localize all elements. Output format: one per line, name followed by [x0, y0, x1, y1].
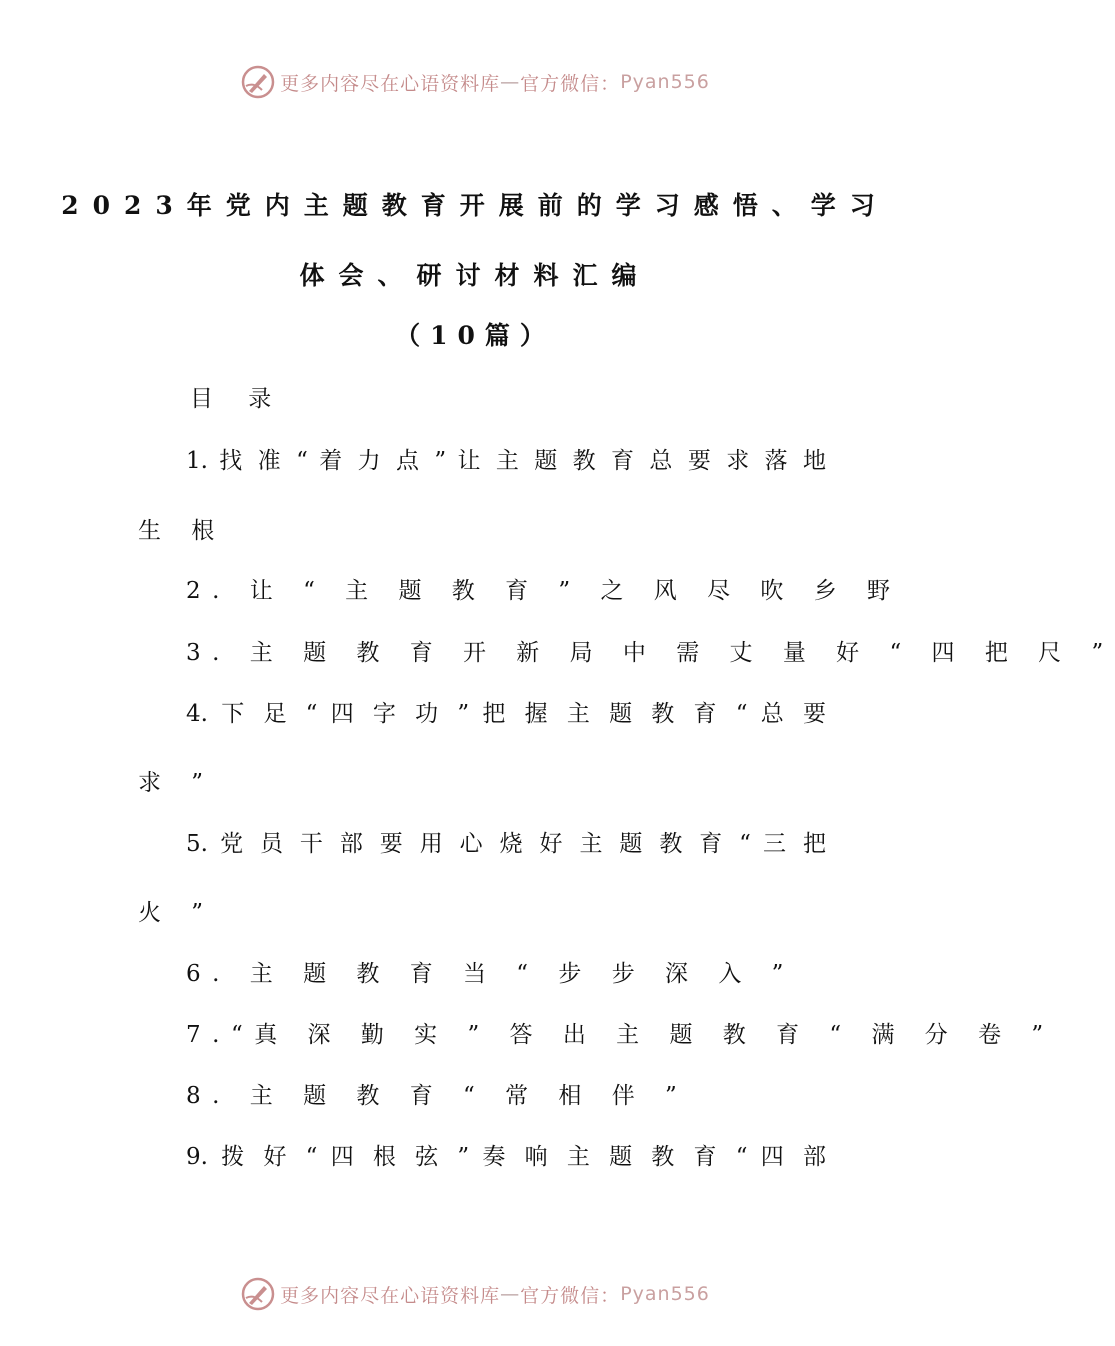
pen-nib-circle-icon [240, 1276, 276, 1312]
toc-heading: 目 录 [190, 386, 286, 412]
watermark-contact-text: 官方微信： [520, 1284, 621, 1307]
document-title-line2: 体会、研讨材料汇编 [299, 261, 651, 290]
toc-item-4: 4. 下 足 “ 四 字 功 ” 把 握 主 题 教 育 “ 总 要 [186, 701, 826, 727]
toc-item-1-continued: 生 根 [138, 518, 226, 544]
toc-item-1: 1. 找 准 “ 着 力 点 ” 让 主 题 教 育 总 要 求 落 地 [186, 448, 826, 474]
toc-item-8: 8. 主 题 教 育 “ 常 相 伴 ” [186, 1083, 689, 1109]
toc-item-5: 5. 党 员 干 部 要 用 心 烧 好 主 题 教 育 “ 三 把 [186, 831, 826, 857]
document-title-line1: 2023年党内主题教育开展前的学习感悟、学习 [61, 191, 889, 220]
watermark-contact-id: Pyan556 [620, 1283, 710, 1305]
document-title-count: （10篇） [395, 321, 555, 350]
watermark-separator: — [500, 71, 521, 93]
watermark-site-text: 更多内容尽在心语资料库 [280, 1284, 501, 1307]
pen-nib-circle-icon [240, 64, 276, 100]
watermark-separator: — [500, 1283, 521, 1305]
toc-item-6: 6. 主 题 教 育 当 “ 步 步 深 入 ” [186, 961, 795, 987]
watermark-site-text: 更多内容尽在心语资料库 [280, 72, 501, 95]
header-watermark [0, 60, 950, 104]
watermark-contact-id: Pyan556 [620, 71, 710, 93]
toc-item-7: 7.“真 深 勤 实 ” 答 出 主 题 教 育 “ 满 分 卷 ” [186, 1022, 1055, 1048]
toc-item-3: 3. 主 题 教 育 开 新 局 中 需 丈 量 好 “ 四 把 尺 ” [186, 640, 1115, 666]
toc-item-2: 2. 让 “ 主 题 教 育 ” 之 风 尽 吹 乡 野 [186, 578, 902, 604]
toc-item-4-continued: 求 ” [138, 770, 215, 796]
footer-watermark [0, 1272, 950, 1316]
toc-item-5-continued: 火 ” [138, 900, 215, 926]
watermark-contact-text: 官方微信： [520, 72, 621, 95]
toc-item-9: 9. 拨 好 “ 四 根 弦 ” 奏 响 主 题 教 育 “ 四 部 [186, 1144, 826, 1170]
